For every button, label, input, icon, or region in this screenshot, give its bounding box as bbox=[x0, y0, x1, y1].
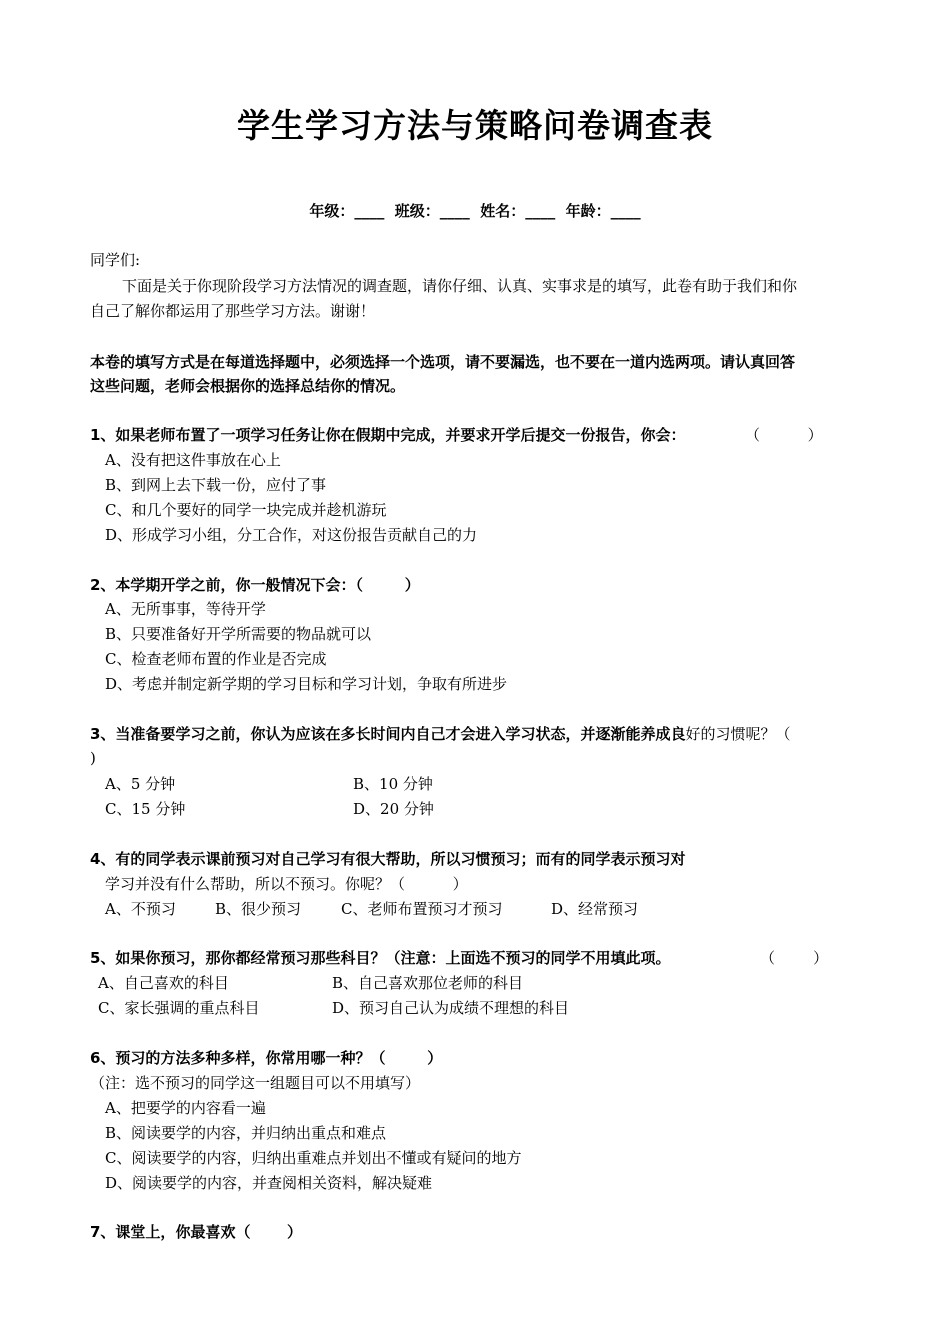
intro-line-2: 自己了解你都运用了那些学习方法。谢谢！ bbox=[90, 302, 376, 320]
question-2: 2、本学期开学之前，你一般情况下会：（ ） bbox=[90, 576, 420, 594]
q4-option-d: D、经常预习 bbox=[551, 900, 639, 918]
q3-option-d: D、20 分钟 bbox=[353, 800, 434, 818]
q1-option-b: B、到网上去下载一份，应付了事 bbox=[105, 476, 327, 494]
question-4-line-2: 学习并没有什么帮助，所以不预习。你呢？（ ） bbox=[105, 875, 468, 893]
q4-option-c: C、老师布置预习才预习 bbox=[341, 900, 503, 918]
instruction-line-2: 这些问题，老师会根据你的选择总结你的情况。 bbox=[90, 377, 406, 395]
q2-option-d: D、考虑并制定新学期的学习目标和学习计划，争取有所进步 bbox=[105, 675, 508, 693]
question-3-bold-part: 3、当准备要学习之前，你认为应该在多长时间内自己才会进入学习状态，并逐渐能养成良 bbox=[90, 725, 686, 743]
intro-line-1: 下面是关于你现阶段学习方法情况的调查题，请你仔细、认真、实事求是的填写，此卷有助于我们和你 bbox=[122, 277, 798, 295]
instruction-line-1: 本卷的填写方式是在每道选择题中，必须选择一个选项，请不要漏选，也不要在一道内选两项。请认真回答 bbox=[90, 353, 796, 371]
student-info-line: 年级：____ 班级：____ 姓名：____ 年龄：____ bbox=[309, 202, 641, 220]
q6-option-a: A、把要学的内容看一遍 bbox=[105, 1099, 266, 1117]
q6-option-b: B、阅读要学的内容，并归纳出重点和难点 bbox=[105, 1124, 387, 1142]
q6-option-c: C、阅读要学的内容，归纳出重难点并划出不懂或有疑问的地方 bbox=[105, 1149, 522, 1167]
q3-option-b: B、10 分钟 bbox=[353, 775, 433, 793]
question-7: 7、课堂上，你最喜欢（ ） bbox=[90, 1223, 302, 1241]
q1-option-d: D、形成学习小组，分工合作，对这份报告贡献自己的力 bbox=[105, 526, 478, 544]
question-1: 1、如果老师布置了一项学习任务让你在假期中完成，并要求开学后提交一份报告，你会： bbox=[90, 426, 686, 444]
q4-option-b: B、很少预习 bbox=[215, 900, 302, 918]
q2-option-b: B、只要准备好开学所需要的物品就可以 bbox=[105, 625, 372, 643]
q4-option-a: A、不预习 bbox=[105, 900, 176, 918]
question-4-line-1: 4、有的同学表示课前预习对自己学习有很大帮助，所以习惯预习；而有的同学表示预习对 bbox=[90, 850, 686, 868]
question-3 bbox=[90, 724, 790, 744]
question-1-answer-blank: （ ） bbox=[745, 426, 823, 444]
page-title: 学生学习方法与策略问卷调查表 bbox=[237, 106, 713, 145]
q1-option-c: C、和几个要好的同学一块完成并趁机游玩 bbox=[105, 501, 387, 519]
q3-option-a: A、5 分钟 bbox=[105, 775, 176, 793]
q3-option-c: C、15 分钟 bbox=[105, 800, 186, 818]
question-5: 5、如果你预习，那你都经常预习那些科目？（注意：上面选不预习的同学不用填此项。 bbox=[90, 949, 671, 967]
q1-option-a: A、没有把这件事放在心上 bbox=[105, 451, 281, 469]
question-5-answer-blank: （ ） bbox=[760, 949, 829, 967]
q2-option-c: C、检查老师布置的作业是否完成 bbox=[105, 650, 327, 668]
question-3-line-2: ) bbox=[90, 749, 96, 767]
q5-option-c: C、家长强调的重点科目 bbox=[98, 999, 260, 1017]
q5-option-a: A、自己喜欢的科目 bbox=[98, 974, 229, 992]
question-6-note: （注：选不预习的同学这一组题目可以不用填写） bbox=[90, 1074, 421, 1092]
greeting: 同学们: bbox=[90, 251, 141, 269]
q6-option-d: D、阅读要学的内容，并查阅相关资料，解决疑难 bbox=[105, 1174, 433, 1192]
q2-option-a: A、无所事事，等待开学 bbox=[105, 600, 266, 618]
q5-option-b: B、自己喜欢那位老师的科目 bbox=[332, 974, 524, 992]
question-6: 6、预习的方法多种多样，你常用哪一种？（ ） bbox=[90, 1049, 443, 1067]
question-3-rest: 好的习惯呢？（ bbox=[685, 725, 791, 743]
q5-option-d: D、预习自己认为成绩不理想的科目 bbox=[332, 999, 570, 1017]
